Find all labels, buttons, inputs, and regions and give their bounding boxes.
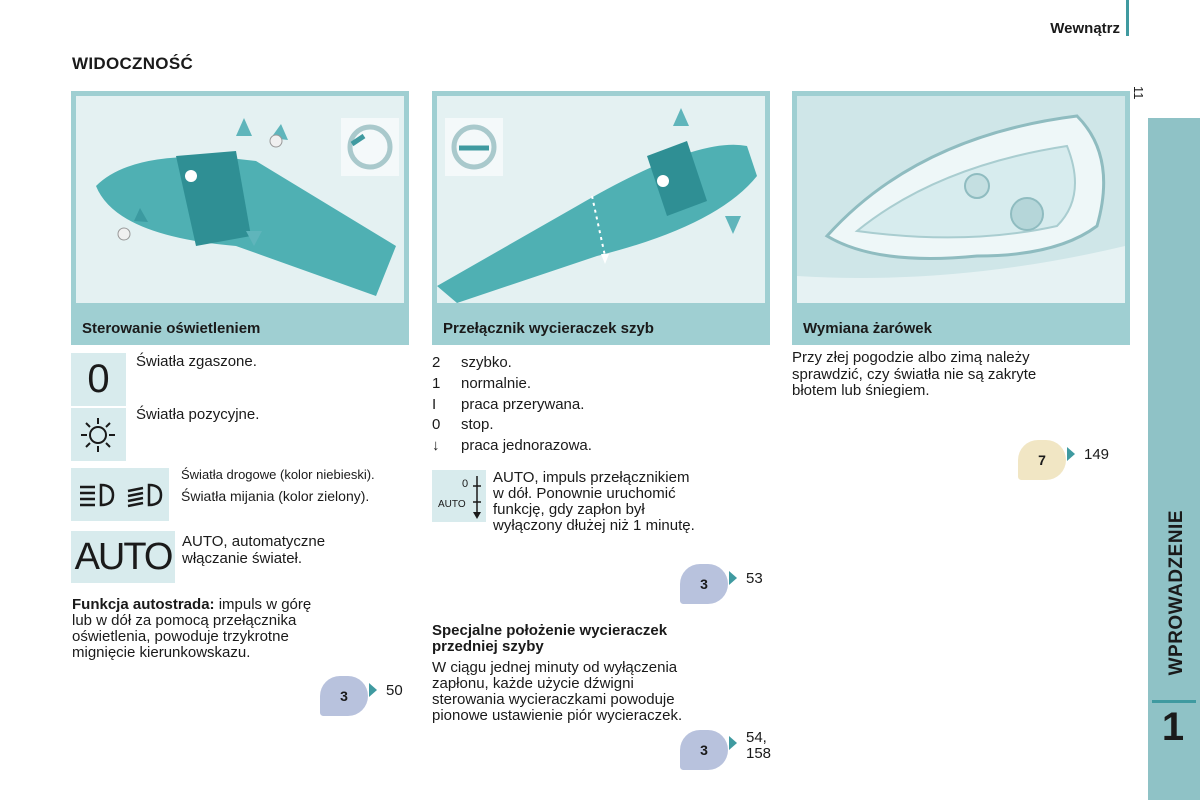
auto-wipe-icon-box — [432, 470, 486, 522]
wiper-speed-key: ↓ — [432, 437, 440, 454]
panel-caption: Przełącznik wycieraczek szyb — [432, 313, 770, 345]
panel-caption: Sterowanie oświetleniem — [71, 313, 409, 345]
page-number: 11 — [1131, 86, 1146, 100]
motorway-function-label: Funkcja autostrada: — [72, 596, 215, 613]
reference-badge[interactable]: 3 — [320, 676, 368, 716]
chapter-number: 1 — [1161, 705, 1185, 749]
reference-page[interactable]: 54, — [746, 729, 767, 746]
arrow-right-icon — [729, 736, 737, 750]
header-rule — [1126, 0, 1129, 36]
auto-wipe-zero: 0 — [462, 478, 469, 490]
wiper-stalk-illustration — [437, 96, 765, 303]
special-position-line-3: sterowania wycieraczkami powoduje — [432, 691, 675, 708]
auto-wipe-line-3: funkcję, gdy zapłon był — [493, 501, 645, 518]
dipped-beam-text: Światła mijania (kolor zielony). — [181, 488, 370, 504]
reference-page[interactable]: 53 — [746, 570, 763, 587]
wiper-speed-label: praca przerywana. — [461, 396, 585, 413]
sidelights-text: Światła pozycyjne. — [136, 406, 260, 423]
panel-caption: Wymiana żarówek — [792, 313, 1130, 345]
motorway-function-line-4: mignięcie kierunkowskazu. — [72, 644, 251, 661]
wiper-speed-label: szybko. — [461, 354, 512, 371]
chapter-label: WPROWADZENIE — [1166, 510, 1187, 676]
dipped-beam-icon — [125, 482, 165, 508]
wiper-speed-key: I — [432, 396, 437, 413]
auto-wipe-line-1: AUTO, impuls przełącznikiem — [493, 469, 690, 486]
wiper-speed-key: 0 — [432, 416, 441, 433]
wiper-speed-label: stop. — [461, 416, 494, 433]
sidelights-icon — [71, 408, 126, 461]
auto-wipe-label: AUTO — [438, 499, 466, 510]
wiper-speed-label: praca jednorazowa. — [461, 437, 592, 454]
motorway-function-line-3: oświetlenia, powoduje trzykrotne — [72, 628, 289, 645]
headlamp-illustration — [797, 96, 1125, 303]
wiper-speed-key: 2 — [432, 354, 441, 371]
bulbs-text-line-2: sprawdzić, czy światła nie są zakryte — [792, 366, 1037, 383]
reference-page[interactable]: 149 — [1084, 446, 1110, 463]
sidelights-icon-box — [71, 408, 126, 461]
panel-wipers — [432, 91, 770, 345]
beam-icons-box — [71, 468, 169, 521]
motorway-function-line-1 — [72, 596, 311, 613]
special-position-line-1: W ciągu jednej minuty od wyłączenia — [432, 659, 678, 676]
auto-lights-text-1: AUTO, automatyczne — [182, 533, 326, 550]
special-position-title-2: przedniej szyby — [432, 638, 544, 655]
main-beam-text: Światła drogowe (kolor niebieski). — [181, 467, 375, 482]
chapter-sidebar — [1148, 118, 1200, 800]
special-position-line-4: pionowe ustawienie piór wycieraczek. — [432, 707, 683, 724]
reference-badge[interactable]: 3 — [680, 730, 728, 770]
arrow-right-icon — [369, 683, 377, 697]
chapter-rule — [1152, 700, 1196, 703]
reference-badge[interactable]: 3 — [680, 564, 728, 604]
auto-lights-text-2: włączanie świateł. — [182, 550, 303, 567]
arrow-right-icon — [729, 571, 737, 585]
main-beam-icon — [77, 482, 117, 508]
motorway-function-text: impuls w górę — [214, 596, 312, 613]
section-title: WIDOCZNOŚĆ — [72, 54, 194, 73]
lights-off-icon-box — [71, 353, 126, 406]
auto-wipe-line-2: w dół. Ponownie uruchomić — [493, 485, 676, 502]
bulbs-text-line-3: błotem lub śniegiem. — [792, 382, 930, 399]
reference-badge[interactable]: 7 — [1018, 440, 1066, 480]
auto-lights-icon-box — [71, 531, 175, 583]
special-position-title-1: Specjalne położenie wycieraczek — [432, 622, 668, 639]
panel-bulbs — [792, 91, 1130, 345]
panel-lighting — [71, 91, 409, 345]
auto-lights-symbol: AUTO — [74, 536, 172, 578]
wiper-speed-label: normalnie. — [461, 375, 532, 392]
lights-off-symbol: 0 — [87, 357, 110, 401]
auto-wipe-arrow-icon — [472, 474, 482, 520]
reference-page[interactable]: 158 — [746, 745, 772, 762]
auto-wipe-line-4: wyłączony dłużej niż 1 minutę. — [493, 517, 695, 534]
lights-off-text: Światła zgaszone. — [136, 353, 257, 370]
motorway-function-line-2: lub w dół za pomocą przełącznika — [72, 612, 297, 629]
reference-page[interactable]: 50 — [386, 682, 403, 699]
wiper-speed-key: 1 — [432, 375, 441, 392]
header-section-title: Wewnątrz — [1050, 20, 1120, 37]
bulbs-text-line-1: Przy złej pogodzie albo zimą należy — [792, 349, 1030, 366]
special-position-line-2: zapłonu, każde użycie dźwigni — [432, 675, 634, 692]
arrow-right-icon — [1067, 447, 1075, 461]
lighting-stalk-illustration — [76, 96, 404, 303]
